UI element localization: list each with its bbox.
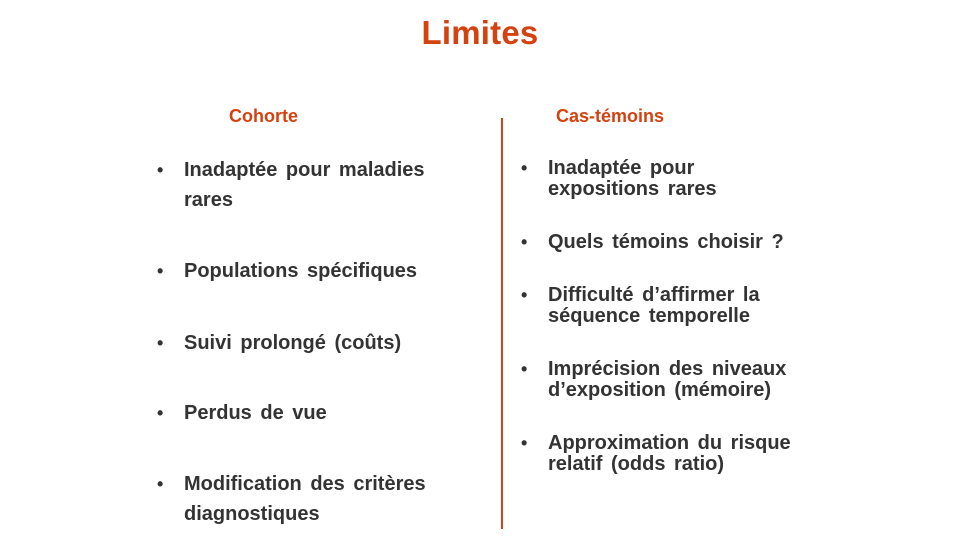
cohort-item-text: Modification des critères diagnostiques [184,473,426,525]
case-control-item-odds-ratio [521,432,823,475]
cohort-item-long-followup [157,328,474,358]
bullet: • [157,333,164,353]
case-control-item-text: Inadaptée pour expositions rares [548,157,717,200]
bullet: • [157,261,164,281]
bullet: • [521,158,528,178]
column-divider [501,118,503,529]
slide-title: Limites [421,14,539,51]
bullet: • [157,403,164,423]
case-control-heading: Cas-témoins [556,106,665,126]
case-control-item-exposure-levels [521,358,818,401]
case-control-item-text: Approximation du risque relatif (odds ratio) [548,432,791,475]
bullet: • [521,359,528,379]
bullet: • [521,285,528,305]
bullet: • [521,232,528,252]
cohort-item-specific-populations [157,256,474,286]
case-control-item-text: Difficulté d’affirmer la séquence temporelle [548,284,760,327]
cohort-item-diagnostic-criteria [157,469,474,529]
bullet: • [521,433,528,453]
case-control-item-which-controls [521,231,838,253]
cohort-item-lost-to-followup [157,398,474,428]
cohort-item-text: Populations spécifiques [184,260,418,282]
bullet: • [157,474,164,494]
case-control-item-text: Quels témoins choisir ? [548,231,784,253]
case-control-item-text: Imprécision des niveaux d’exposition (mémoire) [548,358,787,401]
bullet: • [157,160,164,180]
cohort-item-text: Inadaptée pour maladies rares [184,159,425,211]
cohort-item-text: Suivi prolongé (coûts) [184,332,402,354]
cohort-item-rare-diseases [157,155,474,215]
cohort-item-text: Perdus de vue [184,402,327,424]
case-control-item-rare-exposures [521,157,728,200]
case-control-item-temporal-sequence [521,284,798,327]
cohort-heading: Cohorte [229,106,298,126]
